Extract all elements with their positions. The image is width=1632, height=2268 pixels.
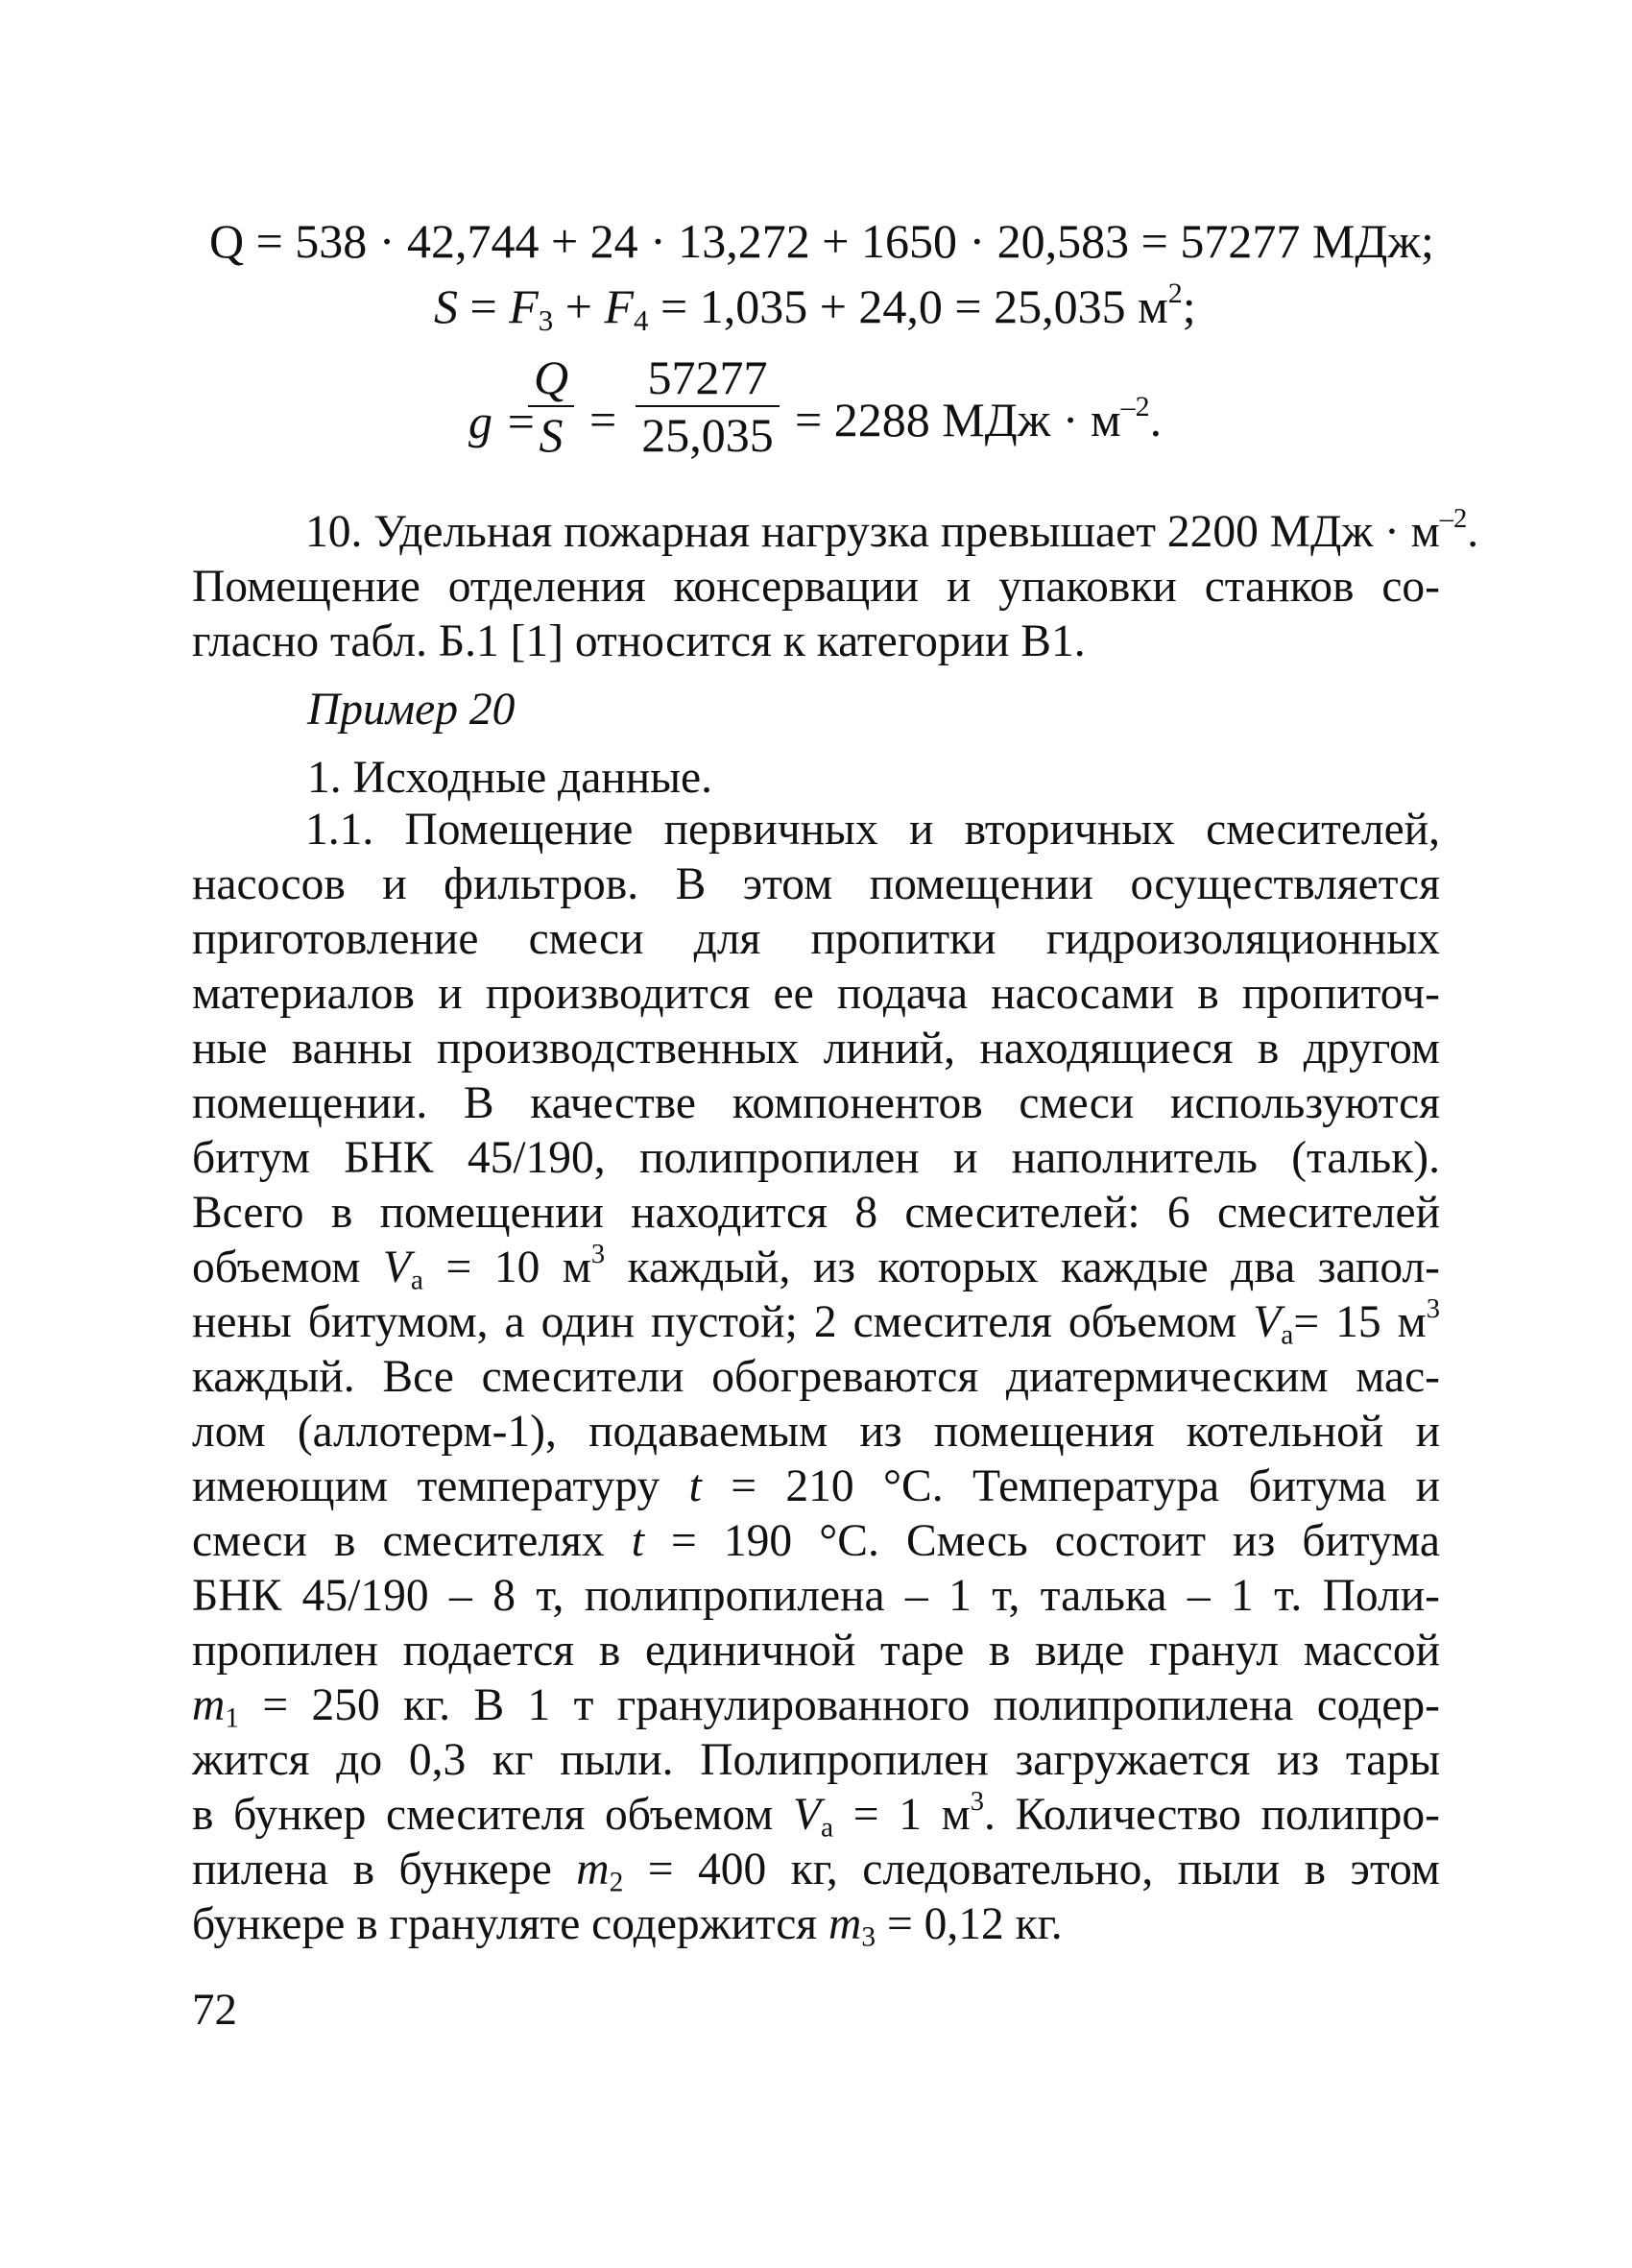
paragraph-line	[192, 1897, 1440, 1952]
var-v: V	[1253, 1297, 1282, 1347]
paragraph-line	[192, 1843, 1440, 1897]
paragraph-line	[192, 504, 1479, 560]
paragraph-1-1	[192, 803, 1440, 1952]
var-v: V	[382, 1243, 411, 1292]
fraction-numeric	[636, 350, 780, 462]
sup-minus-2: –2	[1120, 391, 1150, 422]
period: .	[1149, 393, 1163, 446]
paragraph-line: битум БНК 45/190, полипропилен и наполнитель (тальк).	[192, 1133, 1440, 1183]
text: = 0,12 кг.	[876, 1899, 1063, 1949]
paragraph-line: пропилен подается в единичной таре в виде гранул массой	[192, 1626, 1440, 1676]
paragraph-line: материалов и производится ее подача насосами в пропиточ-	[192, 969, 1440, 1019]
sup: 3	[590, 1240, 606, 1270]
var-f3: F	[509, 279, 539, 333]
equation-g-rhs	[795, 391, 1163, 446]
paragraph-line: насосов и фильтров. В этом помещении осуществляется	[192, 859, 1440, 909]
paragraph-line: Помещение отделения консервации и упаковки станков со-	[192, 562, 1440, 612]
fraction-denominator: 25,035	[641, 408, 774, 462]
var-m: m	[576, 1845, 610, 1894]
paragraph-line: лом (аллотерм-1), подаваемым из помещения котельной и	[192, 1407, 1440, 1457]
paragraph-line: ные ванны производственных линий, находящиеся в другом	[192, 1024, 1440, 1074]
fraction-numerator: 57277	[647, 350, 768, 404]
var-s: S	[434, 279, 458, 333]
sub: 1	[225, 1702, 240, 1734]
paragraph-line	[192, 1678, 1440, 1733]
equation-q-text: Q = 538 · 42,744 + 24 · 13,272 + 1650 · 20,583 = 57277 МДж;	[209, 214, 1434, 268]
sup-2: 2	[1167, 277, 1183, 309]
paragraph-line: приготовление смеси для пропитки гидроизоляционных	[192, 914, 1440, 964]
var-m: m	[828, 1899, 862, 1949]
text: = 210 °С. Температура битума и	[701, 1461, 1440, 1511]
sub: 2	[609, 1867, 624, 1898]
fraction-q-over-s	[528, 350, 574, 462]
fraction-bar	[528, 405, 574, 407]
example-heading: Пример 20	[307, 685, 516, 735]
sub: а	[821, 1812, 834, 1844]
text: = 400 кг, следовательно, пыли в этом	[623, 1845, 1440, 1894]
text: . Количество полипро-	[983, 1790, 1440, 1840]
text: = 250 кг. В 1 т гранулированного полипропилена содер-	[239, 1680, 1440, 1730]
text: = 15 м	[1293, 1297, 1427, 1347]
fraction-numerator: Q	[533, 350, 569, 404]
paragraph-line: жится до 0,3 кг пыли. Полипропилен загружается из тары	[192, 1735, 1440, 1785]
fraction-bar	[636, 405, 780, 407]
sub-3: 3	[538, 302, 554, 337]
sub: 3	[861, 1921, 876, 1953]
text: смеси в смесителях	[192, 1516, 632, 1566]
semicolon: ;	[1182, 279, 1196, 333]
equation-g-lhs: g =	[468, 395, 538, 448]
equation-q	[209, 214, 1434, 268]
text: в бункер смесителя объемом	[192, 1790, 794, 1840]
text: = 10 м	[422, 1243, 591, 1292]
sup: –2	[1439, 504, 1468, 535]
paragraph-line: БНК 45/190 – 8 т, полипропилена – 1 т, талька – 1 т. Поли-	[192, 1571, 1440, 1621]
paragraph-line	[192, 1460, 1440, 1514]
text: объемом	[192, 1243, 383, 1292]
sup: 3	[970, 1787, 984, 1818]
var-m: m	[192, 1680, 226, 1730]
var-f4: F	[604, 279, 634, 333]
paragraph-line	[192, 1295, 1440, 1350]
paragraph-line: 1.1. Помещение первичных и вторичных смесителей,	[305, 805, 1440, 855]
paragraph-line: Всего в помещении находится 8 смесителей: 6 смесителей	[192, 1188, 1440, 1238]
text: = 190 °С. Смесь состоит из битума	[643, 1516, 1441, 1566]
var-t: t	[688, 1461, 702, 1511]
equation-s-rest: = 1,035 + 24,0 = 25,035 м	[648, 279, 1168, 333]
paragraph-line: гласно табл. Б.1 [1] относится к категории В1.	[192, 616, 1086, 666]
paragraph-10	[192, 504, 1479, 669]
var-v: V	[793, 1790, 822, 1840]
text: 10. Удельная пожарная нагрузка превышает 2200 МДж · м	[305, 507, 1440, 557]
text: имеющим температуру	[192, 1461, 689, 1511]
plus-sign: +	[553, 279, 605, 333]
paragraph-line	[192, 1514, 1440, 1569]
eq-sign: =	[458, 279, 510, 333]
text: .	[1467, 507, 1479, 557]
paragraph-line	[192, 1241, 1440, 1295]
text: = 1 м	[833, 1790, 971, 1840]
var-t: t	[631, 1516, 644, 1566]
page-number: 72	[192, 1985, 237, 2035]
sup: 3	[1426, 1294, 1440, 1325]
text: нены битумом, а один пустой; 2 смесителя объемом	[192, 1297, 1254, 1347]
sub-4: 4	[634, 302, 649, 337]
paragraph-line: каждый. Все смесители обогреваются диатермическим мас-	[192, 1352, 1440, 1402]
text: каждый, из которых каждые два запол-	[605, 1243, 1440, 1292]
eq-sign: =	[589, 393, 617, 446]
sub: а	[410, 1265, 423, 1296]
text: пилена в бункере	[192, 1845, 577, 1894]
fraction-denominator: S	[539, 408, 564, 462]
paragraph-line	[192, 1788, 1440, 1843]
item-1: 1. Исходные данные.	[307, 753, 713, 803]
equation-s	[434, 277, 1196, 337]
text: бункере в грануляте содержится	[192, 1899, 829, 1949]
paragraph-line: помещении. В качестве компонентов смеси используются	[192, 1078, 1440, 1128]
rhs-text: = 2288 МДж · м	[795, 393, 1121, 446]
sub: а	[1281, 1319, 1294, 1351]
